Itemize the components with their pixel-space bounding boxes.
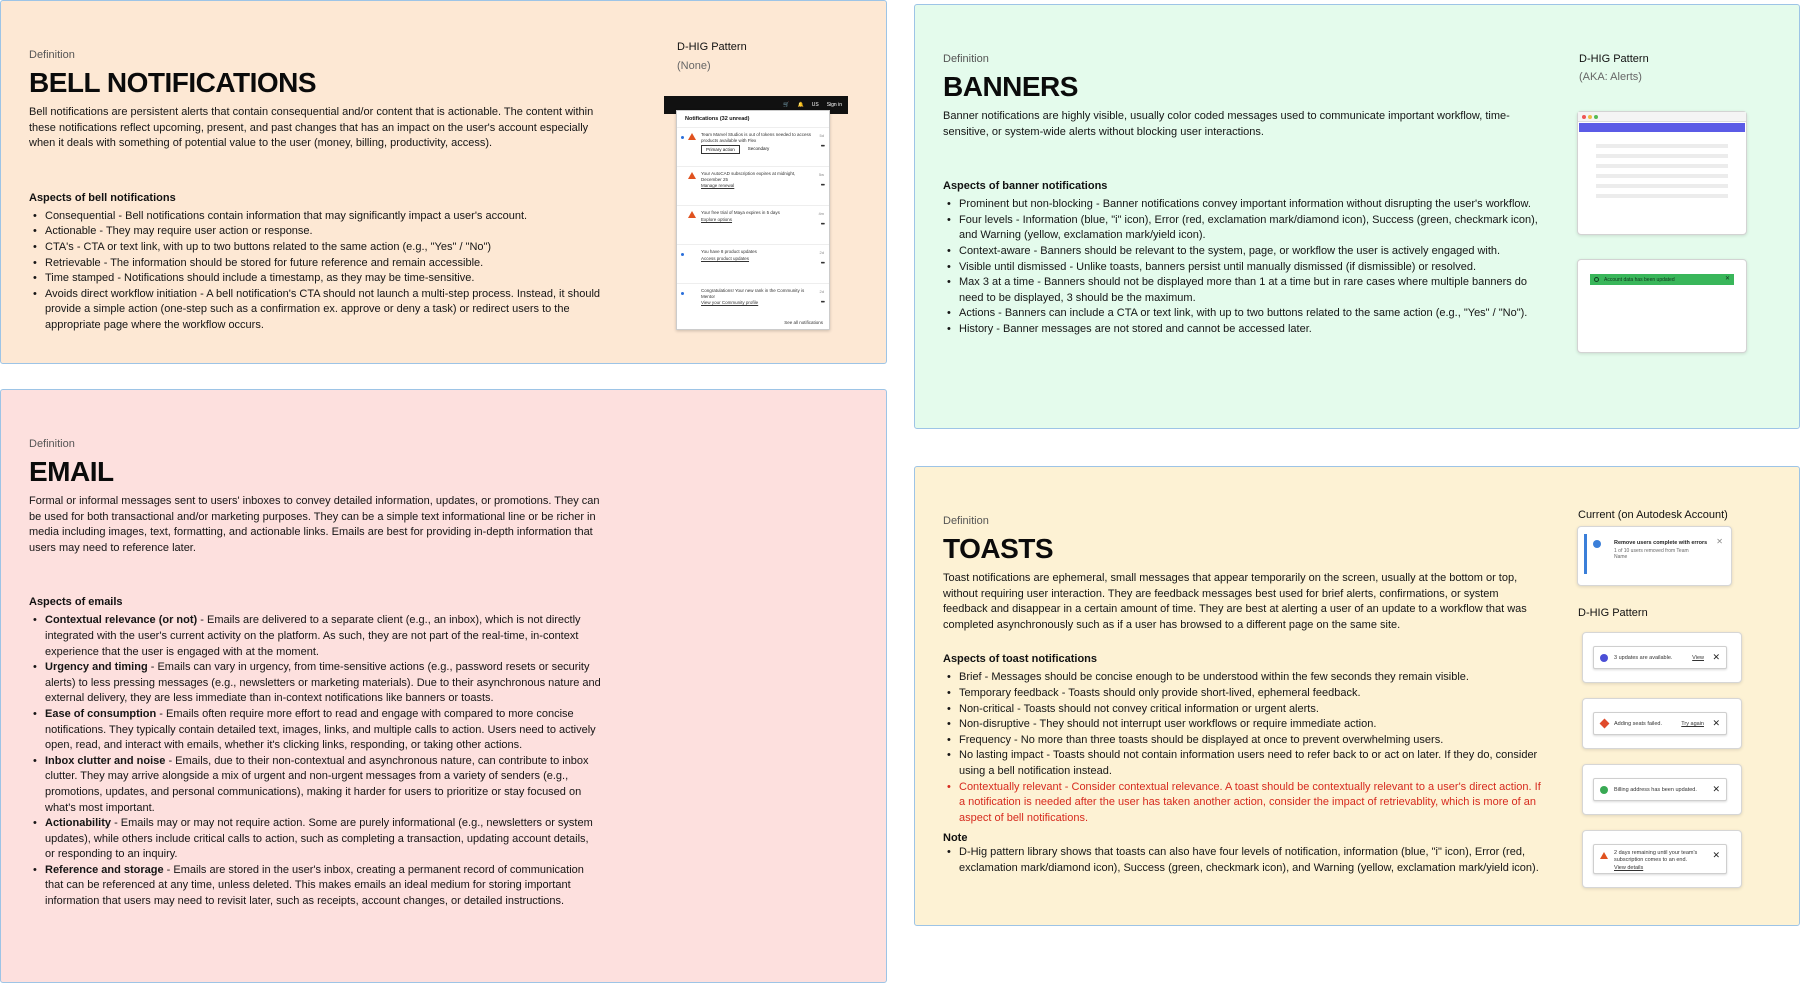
aspect-item: • Avoids direct workflow initiation - A bell notification's CTA should not launch a multi-step process. Instead, it should provide a simple action (one-step such as a confirmation ex. approve or deny a task) or redirect users to the appropriate page where the workflow occurs. — [29, 287, 601, 334]
close-icon[interactable]: ✕ — [1716, 537, 1723, 546]
section-title: EMAIL — [29, 456, 114, 487]
more-icon[interactable]: ••• — [820, 183, 824, 189]
success-banner — [1590, 274, 1734, 285]
section-title: BELL NOTIFICATIONS — [29, 67, 317, 98]
aspect-item: • Context-aware - Banners should be relevant to the system, page, or workflow the user is actively engaged with. — [943, 244, 1543, 260]
toast-text: Billing address has been updated. — [1614, 786, 1697, 793]
notification-item[interactable] — [677, 205, 829, 244]
aspect-item: • Time stamped - Notifications should include a timestamp, as they may be time-sensitive. — [29, 271, 601, 287]
close-icon[interactable]: ✕ — [1712, 718, 1720, 728]
timestamp: 2d — [819, 289, 824, 294]
banners-card — [914, 4, 1800, 429]
info-icon — [1600, 654, 1608, 662]
warning-icon — [688, 133, 696, 140]
definition-label: Definition — [943, 53, 989, 65]
notification-link[interactable]: Manage renewal — [701, 183, 735, 188]
notification-text: Team Marvel Studios is out of tokens needed to access products available with Flex — [701, 132, 812, 143]
definition-label: Definition — [29, 438, 75, 450]
bell-notifications-card — [0, 0, 887, 364]
email-content — [29, 438, 601, 910]
warning-icon — [688, 172, 696, 179]
aspect-item: • Visible until dismissed - Unlike toasts, banners persist until manually dismissed (if dismissible) or resolved. — [943, 260, 1543, 276]
aspects-heading: Aspects of toast notifications — [943, 653, 1098, 666]
timestamp: 5d — [819, 133, 824, 138]
aspect-item-highlight: • Contextually relevant - Consider contextual relevance. A toast should be contextually relevant to a user's direct action. If a notification is needed after the user has taken another action, consider the impact of retrievablity, which is more of an aspect of bell notifications. — [943, 780, 1543, 827]
toast-error — [1593, 712, 1727, 735]
more-icon[interactable]: ••• — [820, 261, 824, 267]
toast-text: 3 updates are available. — [1614, 654, 1673, 661]
timestamp: 5w — [818, 172, 824, 177]
definition-label: Definition — [29, 49, 75, 61]
notification-item[interactable] — [677, 127, 829, 166]
close-icon[interactable]: ✕ — [1724, 276, 1730, 282]
note-heading: Note — [943, 832, 968, 845]
close-icon[interactable]: ✕ — [1712, 850, 1720, 860]
section-description: Bell notifications are persistent alerts that contain consequential and/or content that is actionable. The content within these notifications reflect upcoming, present, and past changes that has an impact on the user's account especially when it deals with something of potential value to the user (money, billing, productivity, access). — [29, 106, 594, 150]
email-card — [0, 389, 887, 983]
banners-content — [943, 53, 1543, 338]
aspect-item: • Retrievable - The information should be stored for future reference and remain accessible. — [29, 256, 601, 272]
sign-in-link[interactable]: Sign in — [826, 102, 842, 108]
aspect-item: • Non-disruptive - They should not interrupt user workflows or require immediate action. — [943, 717, 1543, 733]
checkmark-icon — [1600, 786, 1608, 794]
notification-text: You have 8 product updates — [701, 249, 757, 254]
error-diamond-icon — [1600, 719, 1610, 729]
aspect-item: • No lasting impact - Toasts should not contain information users need to refer back to or act on later. If they do, consider using a bell notification instead. — [943, 748, 1543, 779]
bell-icon[interactable]: 🔔 — [797, 102, 804, 108]
aspects-list — [29, 613, 601, 909]
toast-title: Remove users complete with errors — [1614, 540, 1708, 546]
unread-dot — [681, 136, 684, 139]
section-title: TOASTS — [943, 533, 1054, 564]
notifications-panel — [676, 110, 830, 330]
toasts-content — [943, 515, 1543, 877]
more-icon[interactable]: ••• — [820, 300, 824, 306]
info-bar — [1584, 534, 1587, 574]
unread-dot — [681, 292, 684, 295]
note-item: • D-Hig pattern library shows that toasts can also have four levels of notification, information (blue, "i" icon), Error (red, exclamation mark/diamond icon), Success (green, checkmark icon), and Warning (yellow, exclamation mark/yield icon). — [943, 845, 1543, 876]
checkmark-icon — [1594, 277, 1599, 282]
notification-item[interactable] — [677, 166, 829, 205]
definition-label: Definition — [943, 515, 989, 527]
aspect-item: • CTA's - CTA or text link, with up to two buttons related to the same action (e.g., "Yes" / "No") — [29, 240, 601, 256]
secondary-action-button[interactable]: Secondary — [747, 146, 770, 151]
banner-text: Account data has been updated — [1604, 276, 1675, 283]
aspects-list — [943, 670, 1543, 826]
notification-text: Congratulations! Your new rank in the Community is Mentor — [701, 288, 805, 299]
aspect-item: • Actionability - Emails may or may not require action. Some are purely informational (e.g., newsletters or system updates), while others include critical calls to action, such as completing a transaction, updating account details, or responding to an inquiry. — [29, 816, 601, 863]
timestamp: 4m — [818, 211, 824, 216]
toast-text: 2 days remaining until your team's subscription comes to an end. — [1614, 850, 1698, 863]
aspect-item: • Brief - Messages should be concise enough to be understood within the few seconds they remain visible. — [943, 670, 1543, 686]
toast-action-link[interactable]: Try again — [1681, 721, 1704, 727]
more-icon[interactable]: ••• — [820, 144, 824, 150]
aspect-item: • Four levels - Information (blue, "i" icon), Error (red, exclamation mark/diamond icon), Success (green, checkmark icon), and Warning (yellow, exclamation mark/yield icon). — [943, 213, 1543, 244]
pattern-heading: D-HIG Pattern — [1578, 607, 1648, 619]
toast-action-link[interactable]: View — [1692, 655, 1704, 661]
aspect-item: • Temporary feedback - Toasts should only provide short-lived, ephemeral feedback. — [943, 686, 1543, 702]
aspect-item: • Urgency and timing - Emails can vary in urgency, from time-sensitive actions (e.g., password resets or security alerts) to less pressing messages (e.g., newsletters or marketing materials). Due to their asynchronous nature and external delivery, they are less immediate than in-context notifications like banners or toasts. — [29, 660, 601, 707]
aspect-item: • Non-critical - Toasts should not convey critical information or urgent alerts. — [943, 702, 1543, 718]
cart-icon[interactable]: 🛒 — [783, 102, 790, 108]
close-icon[interactable]: ✕ — [1712, 784, 1720, 794]
toast-warning — [1593, 844, 1727, 874]
aspect-item: • Actions - Banners can include a CTA or text link, with up to two buttons related to the same action (e.g., "Yes" / "No"). — [943, 306, 1543, 322]
aspect-item: • Prominent but non-blocking - Banner notifications convey important information without disrupting the user's workflow. — [943, 197, 1543, 213]
toast-info — [1593, 646, 1727, 669]
current-toast-mock — [1577, 526, 1732, 586]
section-description: Banner notifications are highly visible, usually color coded messages used to communicate important workflow, time-sensitive, or system-wide alerts without blocking user interactions. — [943, 110, 1510, 138]
section-description: Toast notifications are ephemeral, small messages that appear temporarily on the screen, usually at the bottom or top, without requiring user interaction. They are feedback messages best used for brief alerts, confirmations, or system feedback and disappear in a certain amount of time. They are best at alerting a user of an update to a workflow that was completed asynchronously such as if a user has browsed to a different page on the same site. — [943, 572, 1527, 631]
notification-link[interactable]: Access product updates — [701, 255, 750, 261]
toast-success-mock — [1582, 764, 1742, 815]
notification-item[interactable] — [677, 244, 829, 283]
aspect-item: • Frequency - No more than three toasts should be displayed at once to prevent overwhelming users. — [943, 733, 1543, 749]
aspects-list — [943, 197, 1543, 337]
browser-toolbar — [1578, 112, 1746, 122]
toast-text: Adding seats failed. — [1614, 720, 1663, 727]
warning-icon — [688, 211, 696, 218]
aspect-item: • Ease of consumption - Emails often require more effort to read and engage with compared to more concise notifications. They typically contain detailed text, images, links, and multiple calls to action. Users need to actively open, read, and interact with emails, whether it's clicking links, responding, or taking other actions. — [29, 707, 601, 754]
section-title: BANNERS — [943, 71, 1078, 102]
success-banner-mock — [1577, 259, 1747, 353]
aspect-item: • Reference and storage - Emails are stored in the user's inbox, creating a permanent record of communication that can be referenced at any time, unless deleted. This makes emails an ideal medium for storing important information that users may need to revisit later, such as receipts, account changes, or detailed instructions. — [29, 863, 601, 910]
bell-content — [29, 49, 601, 334]
primary-action-button[interactable]: Primary action — [701, 145, 740, 154]
banner-browser-mock — [1577, 111, 1747, 235]
note-list — [943, 845, 1543, 876]
see-all-notifications-link[interactable]: See all notifications — [784, 320, 823, 325]
pattern-heading: D-HIG Pattern — [1579, 53, 1649, 65]
aspect-item: • History - Banner messages are not stored and cannot be accessed later. — [943, 322, 1543, 338]
panel-title: Notifications (32 unread) — [685, 116, 750, 122]
aspects-heading: Aspects of emails — [29, 596, 123, 609]
aspect-item: • Consequential - Bell notifications contain information that may significantly impact a user's account. — [29, 209, 601, 225]
pattern-sub: (AKA: Alerts) — [1579, 71, 1642, 83]
aspects-list — [29, 209, 601, 334]
timestamp: 2d — [819, 250, 824, 255]
aspect-item: • Inbox clutter and noise - Emails, due to their non-contextual and asynchronous nature, can contribute to inbox clutter. They may arrive alongside a mix of urgent and non-urgent messages from a variety of senders (e.g., promotions, updates, and personal communications), making it harder for users to prioritize or stay focused on what's most important. — [29, 754, 601, 816]
bell-notification-mock — [664, 96, 848, 332]
aspect-item: • Max 3 at a time - Banners should not be displayed more than 1 at a time but in rare cases where multiple banners do need to be displayed, 3 should be the maximum. — [943, 275, 1543, 306]
info-banner — [1579, 123, 1745, 132]
toast-body: 1 of 10 users removed from Team Name — [1614, 548, 1689, 560]
unread-dot — [681, 253, 684, 256]
warning-icon — [1600, 852, 1608, 859]
toast-warning-mock — [1582, 830, 1742, 888]
notification-text: Your free trial of Maya expires in 5 days — [701, 210, 780, 215]
toast-info-mock — [1582, 632, 1742, 683]
toast-action-link[interactable]: View details — [1614, 865, 1644, 871]
info-icon — [1593, 540, 1601, 548]
globe-region[interactable]: US — [811, 102, 819, 108]
current-heading: Current (on Autodesk Account) — [1578, 509, 1728, 521]
notification-item[interactable] — [677, 283, 829, 322]
aspects-heading: Aspects of banner notifications — [943, 180, 1108, 193]
pattern-sub: (None) — [677, 60, 711, 72]
more-icon[interactable]: ••• — [820, 222, 824, 228]
aspect-item: • Actionable - They may require user action or response. — [29, 224, 601, 240]
toast-success — [1593, 778, 1727, 801]
notification-link[interactable]: View your Community profile — [701, 300, 759, 305]
aspects-heading: Aspects of bell notifications — [29, 191, 176, 204]
aspect-item: • Contextual relevance (or not) - Emails are delivered to a separate client (e.g., an inbox), which is not directly integrated with the user's current activity on the platform. As such, they are not part of the real-time, in-context experience that the user is engaged with at the moment. — [29, 613, 601, 660]
pattern-heading: D-HIG Pattern — [677, 41, 747, 53]
toast-error-mock — [1582, 698, 1742, 749]
close-icon[interactable]: ✕ — [1712, 652, 1720, 662]
notification-link[interactable]: Explore options — [701, 216, 733, 222]
notification-text: Your AutoCAD subscription expires at midnight, December 25 — [701, 171, 796, 182]
section-description: Formal or informal messages sent to users' inboxes to convey detailed information, updates, or promotions. They can be used for both transactional and/or marketing purposes. They can be a simple text informational line or be richer in media including images, text, formatting, and actionable links. Emails are best for providing in-depth information that users may need to reference later. — [29, 495, 600, 554]
